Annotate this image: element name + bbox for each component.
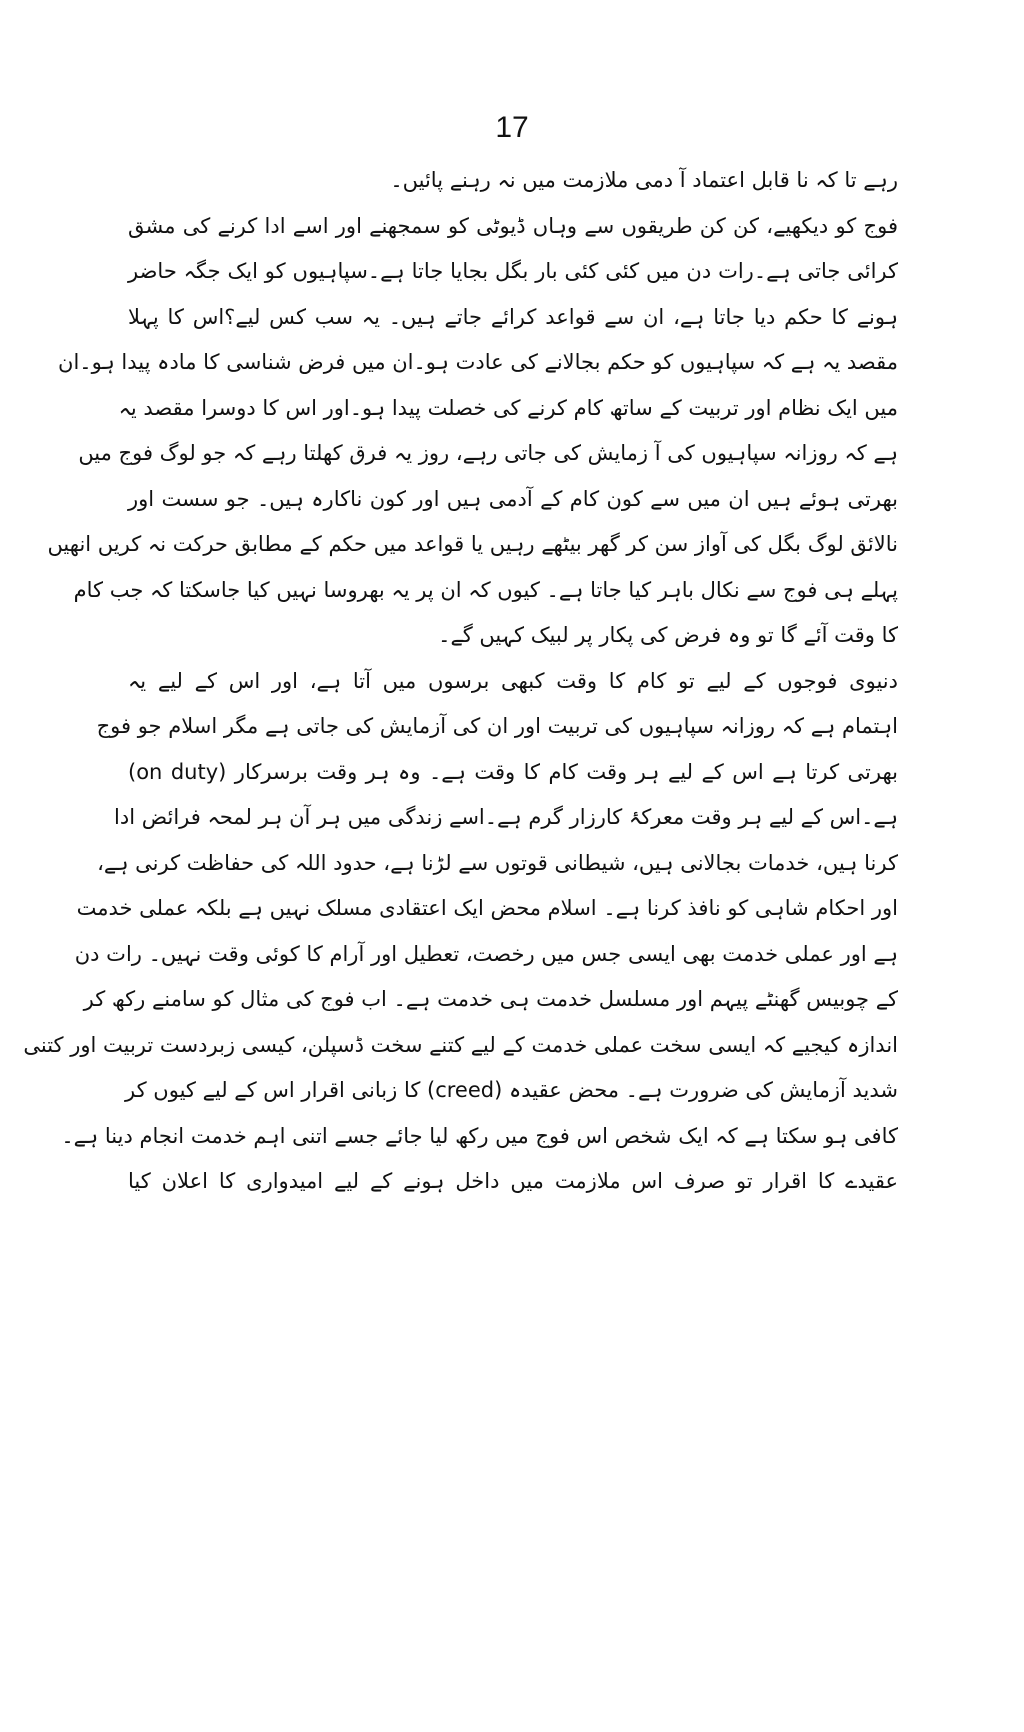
text-line: دنیوی فوجوں کے لیے تو کام کا وقت کبھی برسوں میں آتا ہے، اور اس کے لیے یہ: [128, 668, 898, 693]
text-line: کے چوبیس گھنٹے پیہم اور مسلسل خدمت ہی خدمت ہے۔ اب فوج کی مثال کو سامنے رکھ کر: [83, 987, 898, 1011]
text-line: بھرتی کرتا ہے اس کے لیے ہر وقت کام کا وقت ہے۔ وہ ہر وقت برسرکار (on duty): [128, 759, 898, 784]
text-line: کافی ہو سکتا ہے کہ ایک شخص اس فوج میں رکھ لیا جائے جسے اتنی اہم خدمت انجام دینا ہے۔: [61, 1123, 898, 1148]
text-line: فوج کو دیکھیے، کن کن طریقوں سے وہاں ڈیوٹی کو سمجھنے اور اسے ادا کرنے کی مشق: [128, 213, 898, 238]
text-line: کا وقت آئے گا تو وہ فرض کی پکار پر لبیک کہیں گے۔: [438, 623, 898, 647]
text-line: مقصد یہ ہے کہ سپاہیوں کو حکم بجالانے کی عادت ہو۔ان میں فرض شناسی کا مادہ پیدا ہو۔ان: [58, 350, 898, 374]
text-line: ہے اور عملی خدمت بھی ایسی جس میں رخصت، تعطیل اور آرام کا کوئی وقت نہیں۔ رات دن: [74, 941, 898, 966]
text-line: اندازہ کیجیے کہ ایسی سخت عملی خدمت کے لیے کتنے سخت ڈسپلن، کیسی زبردست تربیت اور کتنی: [23, 1032, 898, 1057]
text-line: کرائی جاتی ہے۔رات دن میں کئی کئی بار بگل بجایا جاتا ہے۔سپاہیوں کو ایک جگہ حاضر: [128, 259, 898, 283]
page-number: 17: [495, 111, 529, 144]
text-line: شدید آزمایش کی ضرورت ہے۔ محض عقیدہ (creed) کا زبانی اقرار اس کے لیے کیوں کر: [125, 1078, 898, 1102]
text-line: عقیدے کا اقرار تو صرف اس ملازمت میں داخل ہونے کے لیے امیدواری کا اعلان کیا: [128, 1169, 898, 1193]
text-line: نالائق لوگ بگل کی آواز سن کر گھر بیٹھے رہیں یا قواعد میں حکم کے مطابق حرکت نہ کریں انھیں: [47, 532, 898, 556]
text-line: پہلے ہی فوج سے نکال باہر کیا جاتا ہے۔ کیوں کہ ان پر یہ بھروسا نہیں کیا جاسکتا کہ جب کام: [73, 577, 898, 602]
text-line: بھرتی ہوئے ہیں ان میں سے کون کام کے آدمی ہیں اور کون ناکارہ ہیں۔ جو سست اور: [128, 486, 898, 511]
text-line: اور احکام شاہی کو نافذ کرنا ہے۔ اسلام محض ایک اعتقادی مسلک نہیں ہے بلکہ عملی خدمت: [76, 896, 898, 920]
text-body: [23, 158, 898, 1205]
text-line: میں ایک نظام اور تربیت کے ساتھ کام کرنے کی خصلت پیدا ہو۔اور اس کا دوسرا مقصد یہ: [118, 395, 898, 420]
text-line: اہتمام ہے کہ روزانہ سپاہیوں کی تربیت اور ان کی آزمایش کی جاتی ہے مگر اسلام جو فوج: [96, 714, 898, 738]
text-line: ہونے کا حکم دیا جاتا ہے، ان سے قواعد کرائے جاتے ہیں۔ یہ سب کس لیے؟اس کا پہلا: [128, 304, 898, 329]
text-line: ہے۔اس کے لیے ہر وقت معرکۂ کارزار گرم ہے۔اسے زندگی میں ہر آن ہر لمحہ فرائض ادا: [114, 805, 898, 829]
text-line: کرنا ہیں، خدمات بجالانی ہیں، شیطانی قوتوں سے لڑنا ہے، حدود اللہ کی حفاظت کرنی ہے،: [97, 850, 898, 875]
text-line: رہے تا کہ نا قابل اعتماد آ دمی ملازمت میں نہ رہنے پائیں۔: [390, 168, 898, 192]
text-line: ہے کہ روزانہ سپاہیوں کی آ زمایش کی جاتی رہے، روز یہ فرق کھلتا رہے کہ جو لوگ فوج میں: [78, 441, 898, 465]
